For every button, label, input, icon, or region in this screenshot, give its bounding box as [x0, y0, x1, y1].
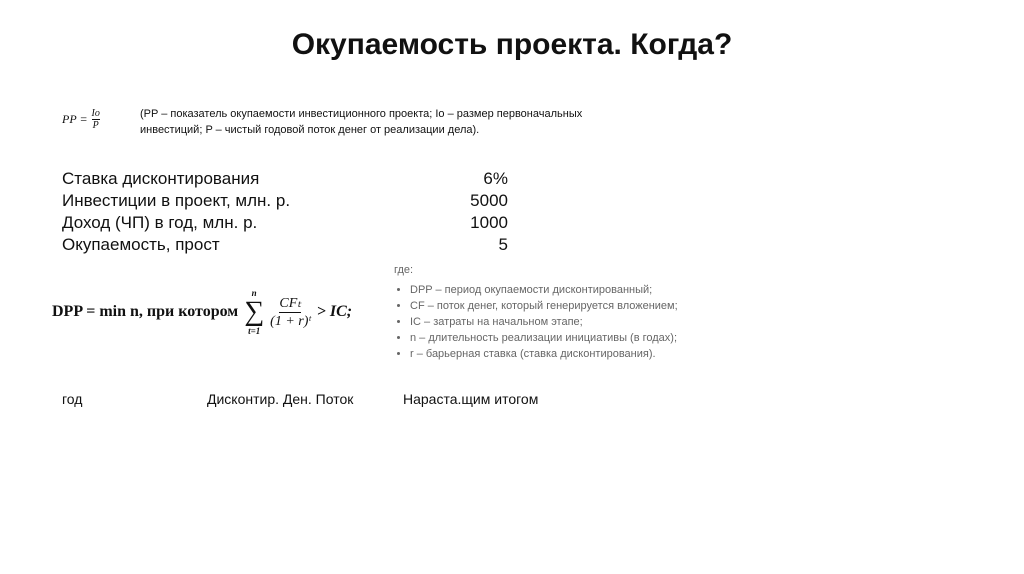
- pp-description: (PP – показатель окупаемости инвестиционного проекта; Io – размер первоначальных инвестиций; P – чистый годовой поток денег от реализации дела).: [140, 108, 583, 136]
- legend-list: [396, 282, 678, 362]
- legend-item: • CF – поток денег, который генерируется вложением;: [410, 298, 678, 314]
- sum-upper: n: [251, 288, 257, 298]
- param-row: [62, 168, 508, 190]
- param-value: 5000: [470, 191, 508, 210]
- slide-title: Окупаемость проекта. Когда?: [291, 28, 733, 61]
- legend-item: • n – длительность реализации инициативы (в годах);: [410, 330, 678, 346]
- header-dcf: Дисконтир. Ден. Поток: [207, 391, 354, 407]
- param-value: 1000: [470, 213, 508, 232]
- legend-item: • r – барьерная ставка (ставка дисконтирования).: [410, 346, 678, 362]
- pp-denominator: P: [92, 120, 99, 131]
- header-cumulative: Нараста.щим итогом: [403, 391, 539, 407]
- param-value: 5: [498, 235, 508, 254]
- dpp-lhs: DPP = min n, при котором: [52, 303, 239, 320]
- sum-lower: t=1: [248, 326, 261, 336]
- pp-fraction: [92, 108, 100, 131]
- param-label: Окупаемость, прост: [62, 235, 220, 254]
- dpp-fraction: [270, 295, 311, 330]
- legend-item: • DPP – период окупаемости дисконтированный;: [410, 282, 678, 298]
- legend-where: где:: [394, 264, 414, 276]
- param-label: Инвестиции в проект, млн. р.: [62, 191, 291, 210]
- pp-formula-lhs: PP =: [62, 112, 88, 126]
- dpp-formula: [52, 288, 352, 336]
- header-year: год: [62, 391, 83, 407]
- dpp-denominator: (1 + r)ᵗ: [270, 313, 311, 329]
- param-row: [62, 234, 508, 256]
- legend-item: • IC – затраты на начальном этапе;: [410, 314, 678, 330]
- param-label: Доход (ЧП) в год, млн. р.: [62, 213, 258, 232]
- dpp-rhs: > IC;: [316, 303, 353, 320]
- sum-symbol: n ∑ t=1: [244, 288, 265, 336]
- param-row: [62, 190, 508, 212]
- parameters-list: [62, 168, 508, 256]
- legend-image: [382, 262, 700, 370]
- dpp-numerator: CFₜ: [279, 295, 302, 311]
- param-value: 6%: [483, 169, 508, 188]
- pp-formula: [62, 108, 100, 131]
- pp-numerator: Io: [91, 108, 100, 119]
- param-label: Ставка дисконтирования: [62, 169, 260, 188]
- param-row: [62, 212, 508, 234]
